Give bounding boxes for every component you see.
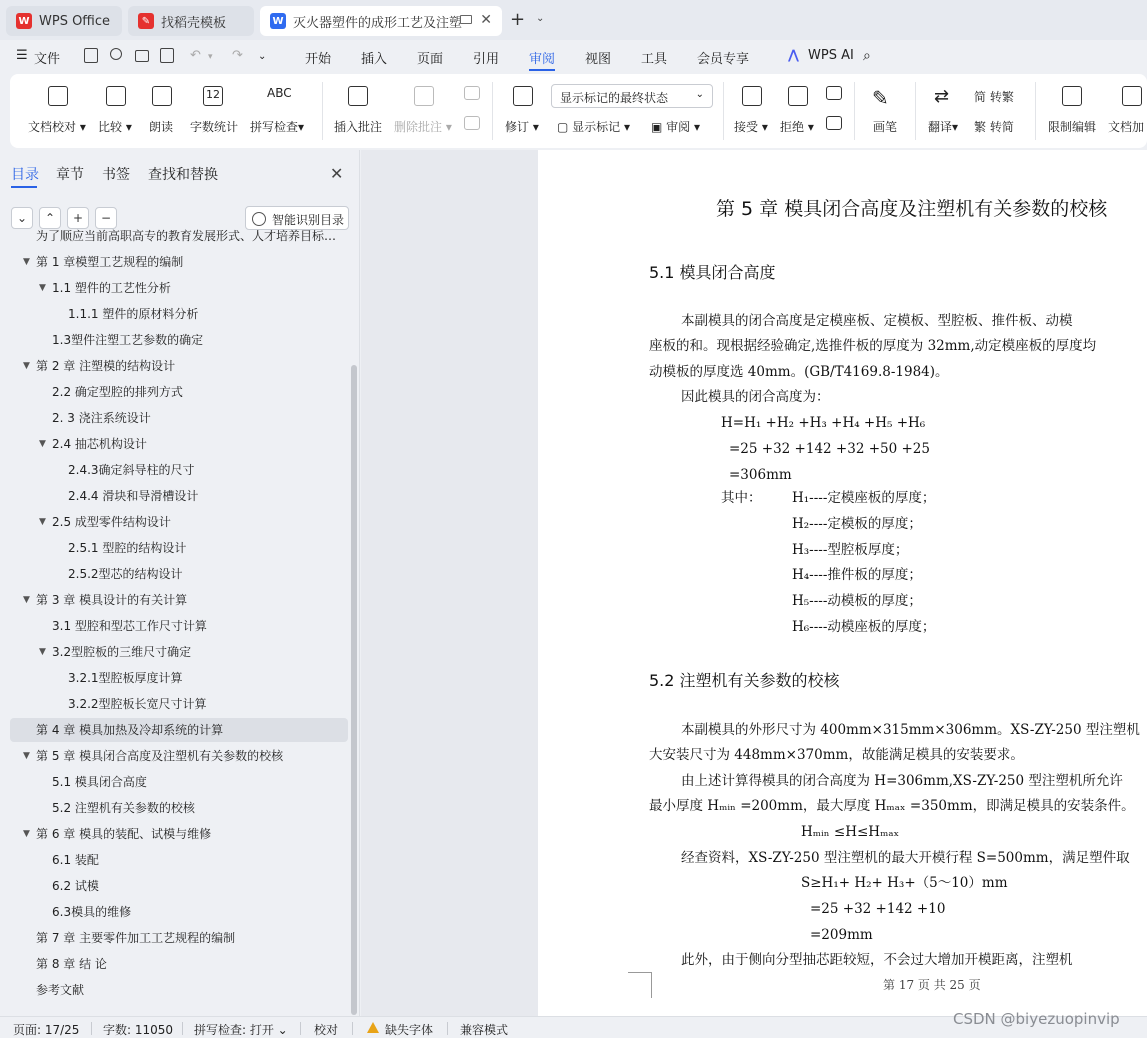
ribbon-separator: [854, 82, 855, 140]
undo-dropdown-icon[interactable]: ▾: [208, 52, 213, 62]
toc-item[interactable]: [10, 874, 348, 898]
to-simplified-button[interactable]: [974, 118, 1014, 135]
show-markup-button[interactable]: ▢ 显示标记 ▾: [557, 120, 631, 134]
track-changes-button[interactable]: 修订 ▾: [505, 120, 539, 134]
menu-home[interactable]: 开始: [305, 52, 332, 67]
add-heading-icon[interactable]: +: [67, 207, 89, 229]
navigation-pane: [0, 150, 360, 1016]
toc-item[interactable]: [10, 666, 348, 690]
tab-label: 找稻壳模板: [161, 15, 227, 31]
word-count-indicator[interactable]: 字数: 11050: [103, 1023, 174, 1037]
definition-line: H₄----推件板的厚度；: [792, 567, 922, 583]
show-markup-icon: ▢: [557, 120, 573, 134]
spell-check-icon: ABC: [267, 86, 292, 100]
compare-label: 比较: [98, 120, 123, 134]
prev-comment-icon[interactable]: [464, 86, 480, 100]
menu-references[interactable]: 引用: [473, 52, 500, 67]
toc-item-label: 5.2 注塑机有关参数的校核: [52, 801, 195, 815]
tab-wps-office[interactable]: [6, 6, 122, 36]
formula-line: =25 +32 +142 +32 +50 +25: [729, 441, 930, 457]
next-change-icon[interactable]: [826, 116, 842, 130]
expand-toggle-icon[interactable]: ▼: [39, 647, 46, 657]
active-nav-tab-underline: [11, 186, 37, 188]
ribbon-separator: [322, 82, 323, 140]
delete-comment-icon: [414, 86, 434, 106]
toc-item[interactable]: [10, 640, 348, 664]
toc-item-label: 2.5.1 型腔的结构设计: [68, 541, 187, 555]
expand-toggle-icon[interactable]: ▼: [23, 595, 30, 605]
toc-item[interactable]: [10, 536, 348, 560]
section-heading-5-2: 5.2 注塑机有关参数的校核: [649, 671, 840, 690]
prev-change-icon[interactable]: [826, 86, 842, 100]
accept-button[interactable]: 接受 ▾: [734, 120, 768, 134]
markup-state-value: 显示标记的最终状态: [560, 91, 669, 105]
definition-line: H₃----型腔板厚度；: [792, 542, 909, 558]
search-icon[interactable]: ⌕: [863, 48, 871, 64]
doc-encrypt-button[interactable]: 文档加: [1108, 120, 1145, 134]
page-corner-mark: [628, 972, 652, 998]
toc-item[interactable]: [10, 250, 348, 274]
menu-member[interactable]: 会员专享: [697, 52, 750, 67]
accept-label: 接受: [734, 120, 759, 134]
monitor-icon[interactable]: [460, 15, 472, 24]
review-label: 审阅: [666, 120, 691, 134]
toc-item-label: 为了顺应当前高职高专的教育发展形式、人才培养目标…: [36, 229, 337, 243]
next-comment-icon[interactable]: [464, 116, 480, 130]
paragraph-line: 最小厚度 Hₘᵢₙ =200mm，最大厚度 Hₘₐₓ =350mm，即满足模具的安装条件。: [649, 798, 1135, 814]
toc-item[interactable]: [10, 692, 348, 716]
ribbon-separator: [492, 82, 493, 140]
toc-item-label: 第 7 章 主要零件加工工艺规程的编制: [36, 931, 236, 945]
simplified-icon: 繁: [974, 120, 990, 134]
revise-label: 修订: [505, 120, 530, 134]
toc-item-label: 第 6 章 模具的装配、试模与维修: [36, 827, 212, 841]
toc-item-label: 6.1 装配: [52, 853, 99, 867]
expand-toggle-icon[interactable]: ▼: [39, 283, 46, 293]
insert-comment-icon: [348, 86, 368, 106]
ribbon-separator: [915, 82, 916, 140]
compare-icon: [106, 86, 126, 106]
nav-tab-chapters[interactable]: 章节: [56, 167, 84, 183]
paragraph-line: 此外，由于侧向分型抽芯距较短，不会过大增加开模距离，注塑机: [681, 952, 1073, 968]
inequality-line: Hₘᵢₙ ≤H≤Hₘₐₓ: [801, 824, 900, 840]
nav-scrollbar[interactable]: [351, 365, 357, 1015]
ribbon-separator: [1035, 82, 1036, 140]
paragraph-line: 因此模具的闭合高度为：: [681, 389, 830, 405]
delete-comment-button[interactable]: 删除批注 ▾: [394, 120, 452, 134]
reject-button[interactable]: 拒绝 ▾: [780, 120, 814, 134]
toc-item[interactable]: [10, 380, 348, 404]
toc-item[interactable]: [10, 900, 348, 924]
toc-item-label: 6.3模具的维修: [52, 905, 132, 919]
section-heading-5-1: 5.1 模具闭合高度: [649, 263, 776, 282]
toc-item[interactable]: [10, 770, 348, 794]
compare-button[interactable]: 比较 ▾: [98, 120, 132, 134]
menu-file[interactable]: 文件: [34, 52, 61, 67]
toc-item-label: 6.2 试模: [52, 879, 99, 893]
reject-icon: [788, 86, 808, 106]
toc-list: [0, 229, 352, 1013]
writer-logo-icon: W: [270, 13, 286, 29]
new-tab-icon[interactable]: +: [510, 9, 526, 30]
document-margin-area: [361, 150, 538, 1016]
toc-item-label: 3.2.1型腔板厚度计算: [68, 671, 183, 685]
menu-tools[interactable]: 工具: [641, 52, 668, 67]
tab-document[interactable]: [260, 6, 502, 36]
active-menu-underline: [529, 69, 555, 71]
to-trad-label: 转繁: [989, 90, 1014, 104]
more-chevron-icon[interactable]: ⌄: [258, 51, 267, 62]
toc-item[interactable]: [10, 328, 348, 352]
toc-item-label: 1.1 塑件的工艺性分析: [52, 281, 171, 295]
spell-check-button[interactable]: 拼写检查▾: [250, 120, 305, 134]
status-separator: [300, 1022, 301, 1035]
proofread-status[interactable]: 校对: [314, 1023, 339, 1037]
document-page[interactable]: [538, 150, 1147, 1016]
toc-item-label: 第 3 章 模具设计的有关计算: [36, 593, 188, 607]
chapter-title: 第 5 章 模具闭合高度及注塑机有关参数的校核: [716, 198, 1108, 220]
tab-docer-templates[interactable]: [128, 6, 254, 36]
ribbon-toolbar: [10, 74, 1147, 148]
doc-check-label: 文档校对: [28, 120, 77, 134]
paragraph-line: 座板的和。现根据经验确定,选推件板的厚度为 32mm,动定模座板的厚度均: [649, 338, 1097, 354]
definition-line: H₆----动模座板的厚度；: [792, 619, 936, 635]
share-icon[interactable]: [110, 48, 122, 60]
restrict-edit-button[interactable]: 限制编辑: [1048, 120, 1097, 134]
definition-line: H₅----动模板的厚度；: [792, 593, 922, 609]
toc-item[interactable]: [10, 458, 348, 482]
toc-item-label: 第 1 章模塑工艺规程的编制: [36, 255, 184, 269]
toc-item-label: 1.1.1 塑件的原材料分析: [68, 307, 199, 321]
nav-tab-find-replace[interactable]: 查找和替换: [148, 167, 218, 183]
print-icon[interactable]: [135, 50, 149, 62]
tab-label: 灭火器塑件的成形工艺及注塑: [293, 15, 463, 31]
menu-view[interactable]: 视图: [585, 52, 612, 67]
smart-toc-label: 智能识别目录: [272, 213, 345, 227]
menu-review[interactable]: 审阅: [529, 52, 556, 67]
toc-item-label: 1.3塑件注塑工艺参数的确定: [52, 333, 204, 347]
status-separator: [447, 1022, 448, 1035]
toc-item[interactable]: [10, 276, 348, 300]
expand-toggle-icon[interactable]: ▼: [23, 257, 30, 267]
to-simp-label: 转简: [989, 120, 1014, 134]
undo-icon[interactable]: ↶: [190, 48, 201, 63]
toc-item-label: 3.1 型腔和型芯工作尺寸计算: [52, 619, 207, 633]
formula-line: H=H₁ +H₂ +H₃ +H₄ +H₅ +H₆: [721, 415, 926, 431]
toc-item-label: 5.1 模具闭合高度: [52, 775, 147, 789]
formula-line: S≥H₁+ H₂+ H₃+（5～10）mm: [801, 875, 1008, 891]
redo-icon[interactable]: ↷: [232, 48, 243, 63]
paragraph-line: 本副模具的外形尺寸为 400mm×315mm×306mm。XS-ZY-250 型注塑机: [681, 722, 1140, 738]
expand-icon[interactable]: ⌃: [39, 207, 61, 229]
wps-ai-logo-icon: ⋀: [788, 48, 799, 63]
remove-heading-icon[interactable]: −: [95, 207, 117, 229]
toc-item[interactable]: [10, 952, 348, 976]
toc-item[interactable]: [10, 822, 348, 846]
spell-status-label: 拼写检查: 打开: [194, 1023, 274, 1037]
status-separator: [182, 1022, 183, 1035]
toc-item-label: 第 8 章 结 论: [36, 957, 107, 971]
tab-label: WPS Office: [39, 13, 111, 29]
show-markup-label: 显示标记: [572, 120, 621, 134]
delete-comment-label: 删除批注: [394, 120, 443, 134]
expand-toggle-icon[interactable]: ▼: [23, 751, 30, 761]
read-aloud-icon: [152, 86, 172, 106]
track-changes-icon: [513, 86, 533, 106]
where-label: 其中：: [721, 490, 762, 506]
pen-icon: ✎: [872, 86, 889, 110]
paragraph-line: 由上述计算得模具的闭合高度为 H=306mm,XS-ZY-250 型注塑机所允许: [681, 773, 1123, 789]
title-bar: [0, 0, 1147, 40]
expand-toggle-icon[interactable]: ▼: [39, 439, 46, 449]
menu-wps-ai[interactable]: WPS AI: [808, 48, 854, 63]
close-tab-icon[interactable]: ✕: [480, 12, 492, 28]
toc-item[interactable]: [10, 614, 348, 638]
chevron-down-icon: ⌄: [695, 89, 704, 100]
paragraph-line: 大安装尺寸为 448mm×370mm，故能满足模具的安装要求。: [649, 747, 1024, 763]
expand-toggle-icon[interactable]: ▼: [23, 361, 30, 371]
print-preview-icon[interactable]: [160, 48, 174, 63]
save-icon[interactable]: [84, 48, 98, 63]
toc-item-label: 2.5.2型芯的结构设计: [68, 567, 183, 581]
word-count-button[interactable]: 字数统计: [190, 120, 239, 134]
translate-label: 翻译: [928, 120, 953, 134]
expand-toggle-icon[interactable]: ▼: [39, 517, 46, 527]
status-separator: [352, 1022, 353, 1035]
toc-item[interactable]: [10, 848, 348, 872]
toc-item[interactable]: [10, 562, 348, 586]
read-aloud-button[interactable]: 朗读: [149, 120, 174, 134]
watermark-text: CSDN @biyezuopinvip: [953, 1010, 1120, 1028]
toc-item[interactable]: [10, 744, 348, 768]
formula-line: =209mm: [810, 927, 873, 943]
wps-logo-icon: W: [16, 13, 32, 29]
spell-check-status[interactable]: 拼写检查: 打开 ⌄: [194, 1023, 288, 1037]
restrict-edit-icon: [1062, 86, 1082, 106]
toc-item-label: 3.2型腔板的三维尺寸确定: [52, 645, 192, 659]
docer-logo-icon: ✎: [138, 13, 154, 29]
paragraph-line: 本副模具的闭合高度是定模座板、定模板、型腔板、推件板、动模: [681, 313, 1073, 329]
hamburger-icon[interactable]: ☰: [16, 48, 28, 63]
chevron-down-icon[interactable]: ⌄: [536, 13, 545, 24]
collapse-icon[interactable]: ⌄: [11, 207, 33, 229]
expand-toggle-icon[interactable]: ▼: [23, 829, 30, 839]
toc-item-label: 2.4.3确定斜导柱的尺寸: [68, 463, 195, 477]
warning-icon: [367, 1022, 379, 1033]
markup-state-select[interactable]: [551, 84, 713, 108]
close-pane-icon[interactable]: ✕: [330, 164, 344, 183]
menu-bar: [0, 40, 1147, 72]
toc-item-label: 第 5 章 模具闭合高度及注塑机有关参数的校核: [36, 749, 284, 763]
menu-page[interactable]: 页面: [417, 52, 444, 67]
toc-item-label: 2. 3 浇注系统设计: [52, 411, 151, 425]
menu-insert[interactable]: 插入: [361, 52, 388, 67]
page-number-footer: 第 17 页 共 25 页: [883, 978, 981, 992]
toc-item[interactable]: [10, 406, 348, 430]
formula-line: =306mm: [729, 467, 792, 483]
toc-item[interactable]: [10, 718, 348, 742]
toc-item[interactable]: [10, 432, 348, 456]
nav-tab-bookmarks[interactable]: 书签: [102, 167, 130, 183]
paragraph-line: 动模板的厚度选 40mm。(GB/T4169.8-1984)。: [649, 364, 949, 380]
reject-label: 拒绝: [780, 120, 805, 134]
toc-item-label: 参考文献: [36, 983, 85, 997]
toc-item-label: 第 2 章 注塑模的结构设计: [36, 359, 176, 373]
review-pane-icon: ▣: [651, 120, 667, 134]
compat-mode-status: 兼容模式: [460, 1023, 509, 1037]
nav-tab-toc[interactable]: 目录: [11, 167, 39, 183]
translate-button[interactable]: 翻译▾: [928, 120, 959, 134]
toc-item[interactable]: [10, 302, 348, 326]
formula-line: =25 +32 +142 +10: [810, 901, 946, 917]
toc-item[interactable]: [10, 926, 348, 950]
traditional-icon: 简: [974, 90, 990, 104]
word-count-icon: 12: [203, 86, 223, 106]
doc-check-icon: [48, 86, 68, 106]
definition-line: H₁----定模座板的厚度；: [792, 490, 936, 506]
doc-check-button[interactable]: 文档校对 ▾: [28, 120, 86, 134]
insert-comment-button[interactable]: 插入批注: [334, 120, 383, 134]
ribbon-separator: [723, 82, 724, 140]
missing-font-status[interactable]: 缺失字体: [385, 1023, 434, 1037]
toc-item[interactable]: [10, 354, 348, 378]
toc-item-label: 2.5 成型零件结构设计: [52, 515, 171, 529]
toc-item[interactable]: [10, 510, 348, 534]
toc-item[interactable]: [10, 484, 348, 508]
definition-line: H₂----定模板的厚度；: [792, 516, 922, 532]
review-pane-button[interactable]: ▣ 审阅 ▾: [651, 120, 701, 134]
page-indicator[interactable]: 页面: 17/25: [13, 1023, 80, 1037]
pen-button[interactable]: 画笔: [873, 120, 898, 134]
toc-item[interactable]: [10, 978, 348, 1002]
toc-item[interactable]: [10, 224, 348, 248]
translate-icon: ⇄: [934, 86, 950, 107]
toc-item[interactable]: [10, 796, 348, 820]
toc-item[interactable]: [10, 588, 348, 612]
paragraph-line: 经查资料，XS-ZY-250 型注塑机的最大开模行程 S=500mm，满足塑件取: [681, 850, 1130, 866]
doc-encrypt-icon: [1122, 86, 1142, 106]
toc-item-label: 2.4 抽芯机构设计: [52, 437, 147, 451]
toc-item-label: 2.2 确定型腔的排列方式: [52, 385, 183, 399]
accept-icon: [742, 86, 762, 106]
status-separator: [91, 1022, 92, 1035]
toc-item-label: 3.2.2型腔板长宽尺寸计算: [68, 697, 207, 711]
to-traditional-button[interactable]: [974, 88, 1014, 105]
spell-check-label: 拼写检查: [250, 120, 299, 134]
toc-item-label: 2.4.4 滑块和导滑槽设计: [68, 489, 199, 503]
toc-item-label: 第 4 章 模具加热及冷却系统的计算: [36, 723, 224, 737]
